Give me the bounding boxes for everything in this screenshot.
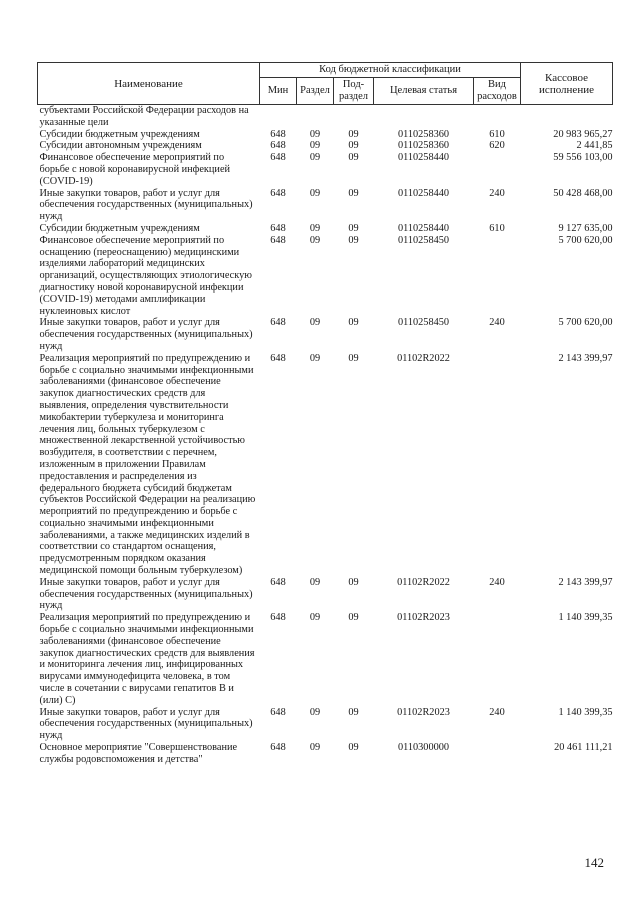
cell-name: Реализация мероприятий по предупреждению и борьбе с социально значимыми инфекционными заболеваниями (финансовое обеспечение закупок диагностических средств для выявления и мониторинга лечения лиц, инфицированных вирусами иммунодефицита человека, в том числе в сочетании с вирусами гепатитов В и (или) С) [39,612,255,706]
cell-razdel: 09 [309,612,321,624]
cell-podrazdel: 09 [348,128,359,140]
cell-sum: 5 700 620,00 [558,234,613,246]
table-row [38,223,613,235]
cell-razdel: 09 [309,140,321,152]
cell-min: 648 [270,612,286,624]
cell-razdel: 09 [309,152,321,164]
cell-razdel: 09 [309,222,321,234]
header-min: Мин [260,78,297,105]
cell-min: 648 [270,317,286,329]
cell-sum: 20 983 965,27 [553,128,613,140]
cell-name: Реализация мероприятий по предупреждению и борьбе с социально значимыми инфекционными заболеваниями (финансовое обеспечение закупок диагностических средств для выявления, определения чувствительности микобактерии туберкулеза и мониторинга лечения лиц, больных туберкулезом с множественной лекарственной устойчивостью возбудителя, в соответствии с перечнем, изложенным в приложении Правилам предоставления и распределения из федерального бюджета субсидий бюджетам субъектов Российской Федерации на реализацию мероприятий по предупреждению и борьбе с социально значимыми инфекционными заболеваниями, а также медицинских изделий в соответствии со стандартом оснащения, предусмотренным порядком оказания медицинской помощи больным туберкулезом) [39,352,256,577]
cell-sum: 2 143 399,97 [558,576,613,588]
table-row [38,317,613,352]
cell-celevaya: 0110258450 [397,234,450,246]
cell-vid [474,742,521,766]
cell-name: субъектами Российской Федерации расходов на указанные цели [39,105,249,128]
cell-celevaya: 0110258360 [397,140,450,152]
table-row [38,188,613,223]
cell-razdel: 09 [309,317,321,329]
cell-vid [474,235,521,318]
cell-name: Субсидии бюджетным учреждениям [39,128,200,140]
cell-podrazdel: 09 [348,576,359,588]
cell-celevaya: 0110258360 [397,128,450,140]
cell-vid: 620 [489,140,505,152]
table-row [38,707,613,742]
cell-celevaya: 01102R2023 [397,612,450,624]
cell-razdel [297,105,334,129]
cell-min: 648 [270,152,286,164]
cell-vid [474,353,521,577]
table-row [38,152,613,187]
document-page [37,62,612,766]
cell-celevaya: 01102R2023 [397,706,450,718]
cell-razdel: 09 [309,742,321,754]
cell-sum: 5 700 620,00 [558,317,613,329]
cell-podrazdel: 09 [348,152,359,164]
cell-sum: 1 140 399,35 [558,706,613,718]
cell-sum: 50 428 468,00 [553,187,613,199]
cell-vid [474,105,521,129]
cell-razdel: 09 [309,706,321,718]
cell-name: Субсидии автономным учреждениям [39,140,202,152]
cell-vid [474,152,521,187]
cell-podrazdel: 09 [348,187,359,199]
table-row [38,105,613,129]
page-number: 142 [584,855,604,870]
cell-name: Финансовое обеспечение мероприятий по оснащению (переоснащению) медицинскими изделиями лабораторий медицинских организаций, осуществляющих этиологическую диагностику новой коронавирусной инфекции (COVID-19) методами амплификации нуклеиновых кислот [39,234,252,317]
cell-min [260,105,297,129]
cell-sum: 9 127 635,00 [558,222,613,234]
header-razdel: Раздел [297,78,334,105]
header-code-group: Код бюджетной классификации [260,63,521,78]
cell-name: Иные закупки товаров, работ и услуг для обеспечения государственных (муниципальных) нужд [39,576,253,612]
table-header [38,63,613,105]
cell-min: 648 [270,187,286,199]
cell-razdel: 09 [309,234,321,246]
cell-vid: 240 [489,576,505,588]
cell-sum: 2 143 399,97 [558,352,613,364]
header-name: Наименование [38,63,260,105]
table-row [38,612,613,706]
cell-razdel: 09 [309,576,321,588]
cell-name: Финансовое обеспечение мероприятий по борьбе с новой коронавирусной инфекцией (COVID-19) [39,152,231,187]
cell-min: 648 [270,140,286,152]
cell-vid: 610 [489,128,505,140]
cell-celevaya: 0110258440 [397,222,450,234]
budget-table [37,62,613,766]
table-row [38,577,613,612]
table-row [38,140,613,152]
cell-celevaya: 0110258440 [397,187,450,199]
cell-podrazdel: 09 [348,612,359,624]
table-row [38,235,613,318]
cell-min: 648 [270,706,286,718]
cell-podrazdel: 09 [348,742,359,754]
table-row [38,353,613,577]
cell-name: Основное мероприятие "Совершенствование службы родовспоможения и детства" [39,742,238,765]
cell-razdel: 09 [309,352,321,364]
cell-sum: 1 140 399,35 [558,612,613,624]
cell-sum: 2 441,85 [576,140,613,152]
cell-vid [474,612,521,706]
cell-podrazdel [334,105,374,129]
cell-podrazdel: 09 [348,222,359,234]
cell-name: Иные закупки товаров, работ и услуг для обеспечения государственных (муниципальных) нужд [39,706,253,742]
header-podrazdel: Под- раздел [334,78,374,105]
header-vid: Вид расходов [474,78,521,105]
cell-min: 648 [270,222,286,234]
cell-vid: 610 [489,222,505,234]
cell-min: 648 [270,234,286,246]
cell-min: 648 [270,576,286,588]
cell-min: 648 [270,128,286,140]
table-body [38,105,613,766]
cell-celevaya: 01102R2022 [397,352,450,364]
cell-celevaya [374,105,474,129]
cell-name: Субсидии бюджетным учреждениям [39,222,200,234]
cell-sum: 59 556 103,00 [553,152,613,164]
cell-name: Иные закупки товаров, работ и услуг для обеспечения государственных (муниципальных) нужд [39,187,253,223]
table-row [38,742,613,766]
cell-name: Иные закупки товаров, работ и услуг для обеспечения государственных (муниципальных) нужд [39,317,253,352]
cell-podrazdel: 09 [348,706,359,718]
cell-min: 648 [270,352,286,364]
table-row [38,129,613,141]
cell-celevaya: 01102R2022 [397,576,450,588]
cell-podrazdel: 09 [348,352,359,364]
cell-celevaya: 0110258440 [397,152,450,164]
cell-sum [521,105,613,129]
cell-vid: 240 [489,317,505,329]
cell-celevaya: 0110300000 [397,742,450,754]
header-kassovoe: Кассовое исполнение [521,63,613,105]
cell-razdel: 09 [309,187,321,199]
cell-vid: 240 [489,187,505,199]
cell-min: 648 [270,742,286,754]
cell-vid: 240 [489,706,505,718]
cell-sum: 20 461 111,21 [554,742,613,754]
cell-celevaya: 0110258450 [397,317,450,329]
cell-razdel: 09 [309,128,321,140]
header-celevaya: Целевая статья [374,78,474,105]
cell-podrazdel: 09 [348,140,359,152]
cell-podrazdel: 09 [348,234,359,246]
cell-podrazdel: 09 [348,317,359,329]
